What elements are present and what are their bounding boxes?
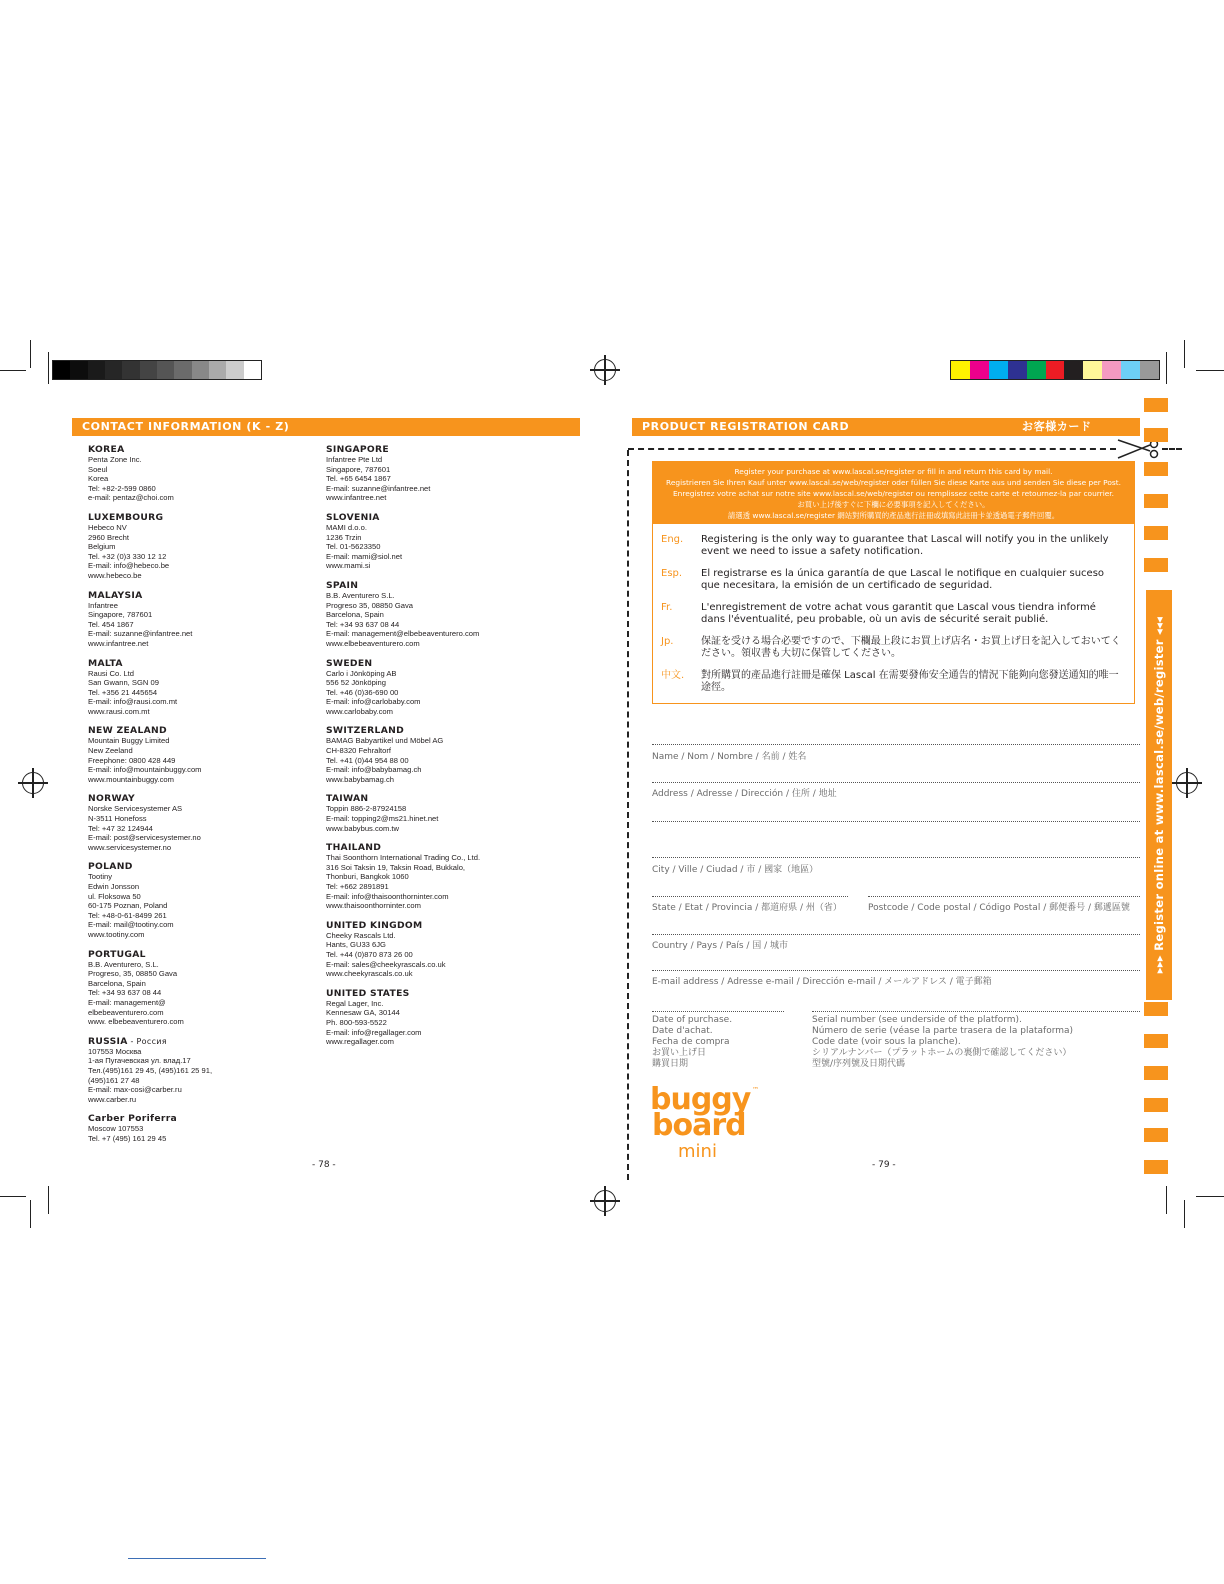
contact-line: www.elbebeaventurero.com bbox=[326, 638, 420, 648]
contact-line: Progreso 35, 08850 Gava bbox=[326, 600, 413, 610]
contact-line: E-mail: suzanne@infantree.net bbox=[326, 483, 431, 493]
contact-line: Soeul bbox=[88, 464, 108, 474]
country-name: NEW ZEALAND bbox=[88, 725, 167, 737]
grayscale-bar bbox=[52, 360, 262, 380]
buggy-board-mini-logo bbox=[650, 1082, 770, 1166]
contact-line: B.B. Aventurero, S.L. bbox=[88, 959, 159, 969]
logo-tm: ™ bbox=[752, 1086, 759, 1094]
logo-board: board bbox=[652, 1108, 746, 1143]
logo-mini: mini bbox=[678, 1141, 717, 1162]
contact-line: (495)161 27 48 bbox=[88, 1075, 140, 1085]
contact-line: Tel. +356 21 445654 bbox=[88, 687, 158, 697]
field-line: 購買日期 bbox=[652, 1059, 689, 1069]
contact-line: Tel. +46 (0)36-690 00 bbox=[326, 687, 399, 697]
language-row bbox=[653, 526, 1134, 560]
contact-line: www.thaisoonthorninter.com bbox=[326, 901, 421, 911]
registration-title-jp: お客様カード bbox=[1022, 420, 1092, 433]
contact-line: 60-175 Poznan, Poland bbox=[88, 901, 168, 911]
contact-entry bbox=[88, 658, 308, 717]
contact-line: E-mail: max-cosi@carber.ru bbox=[88, 1085, 182, 1095]
state-field-label: State / Etat / Provincia / 都道府県 / 州（省） bbox=[652, 903, 842, 913]
country-name: SLOVENIA bbox=[326, 511, 380, 523]
footer-link-underline bbox=[128, 1558, 266, 1559]
contact-entry bbox=[326, 725, 566, 784]
contact-line: Cheeky Rascals Ltd. bbox=[326, 930, 396, 940]
contact-entry bbox=[326, 793, 566, 833]
notice-header bbox=[653, 462, 1134, 524]
field-line: お買い上げ日 bbox=[652, 1048, 707, 1058]
language-text: L'enregistrement de votre achat vous garantit que Lascal vous tiendra informé dans l'éventualité, peu probable, où un avis de sécurité serait publié. bbox=[701, 602, 1096, 625]
contact-line: E-mail: info@babybamag.ch bbox=[326, 765, 422, 775]
page-number-right: - 79 - bbox=[872, 1160, 896, 1170]
language-code: 中文. bbox=[661, 670, 685, 681]
contact-line: Tel: +47 32 124944 bbox=[88, 823, 153, 833]
contact-line: Tel. +65 6454 1867 bbox=[326, 474, 391, 484]
contact-line: E-mail: info@carlobaby.com bbox=[326, 697, 421, 707]
notice-line: Enregistrez votre achat sur notre site www.lascal.se/web/register ou remplissez cette carte et retournez-la par courrier. bbox=[672, 489, 1115, 498]
contact-line: 556 52 Jönköping bbox=[326, 678, 386, 688]
contact-line: Hants, GU33 6JG bbox=[326, 940, 386, 950]
registration-notice bbox=[652, 461, 1135, 704]
cut-line-vertical bbox=[627, 450, 629, 1180]
contact-line: Moscow 107553 bbox=[88, 1124, 144, 1134]
registration-mark-left bbox=[22, 772, 44, 794]
language-code: Jp. bbox=[661, 636, 674, 647]
contact-line: Tel: +82-2-599 0860 bbox=[88, 483, 156, 493]
contact-line: e-mail: pentaz@choi.com bbox=[88, 493, 174, 503]
contact-line: www. elbebeaventurero.com bbox=[88, 1017, 184, 1027]
notice-line: Register your purchase at www.lascal.se/register or fill in and return this card by mail. bbox=[734, 467, 1053, 476]
country-name: POLAND bbox=[88, 861, 133, 873]
contact-line: 107553 Москва bbox=[88, 1046, 142, 1056]
cut-line bbox=[628, 448, 1116, 450]
contact-entry bbox=[326, 842, 566, 911]
contact-line: www.infantree.net bbox=[88, 638, 149, 648]
country-name: KOREA bbox=[88, 444, 125, 455]
country-field-label: Country / Pays / País / 国 / 城市 bbox=[652, 941, 789, 951]
contact-line: Tel: +662 2891891 bbox=[326, 882, 389, 891]
city-field-label: City / Ville / Ciudad / 市 / 國家（地區） bbox=[652, 865, 819, 875]
field-line: Date d'achat. bbox=[652, 1026, 713, 1036]
language-row bbox=[653, 628, 1134, 662]
name-field-label: Name / Nom / Nombre / 名前 / 姓名 bbox=[652, 752, 807, 762]
contact-line: Tel. +7 (495) 161 29 45 bbox=[88, 1133, 167, 1143]
contact-line: Thai Soonthorn International Trading Co., Ltd. bbox=[326, 853, 481, 863]
field-line: 型號/序列號及日期代碼 bbox=[812, 1059, 906, 1069]
contact-column-2 bbox=[326, 444, 566, 1056]
contact-line: E-mail: info@thaisoonthorninter.com bbox=[326, 891, 449, 901]
contact-line: Tel. +32 (0)3 330 12 12 bbox=[88, 551, 167, 561]
country-name: Carber Poriferra bbox=[88, 1113, 178, 1125]
language-text: 對所購買的產品進行註冊是確保 Lascal 在需要發佈安全通告的情況下能夠向您發送通知的唯一途徑。 bbox=[701, 670, 1119, 693]
language-text: El registrarse es la única garantía de que Lascal le notifique en cualquier suceso que necesitara, la emisión de un certificado de seguridad. bbox=[701, 568, 1105, 591]
contact-line: www.babybus.com.tw bbox=[326, 823, 400, 833]
contact-line: www.hebeco.be bbox=[88, 570, 142, 580]
contact-line: E-mail: info@mountainbuggy.com bbox=[88, 765, 202, 775]
email-field-label: E-mail address / Adresse e-mail / Dirección e-mail / メールアドレス / 電子郵箱 bbox=[652, 977, 992, 987]
contact-line: Barcelona, Spain bbox=[88, 978, 146, 988]
contact-line: 1-ая Пугачевская ул. влад.17 bbox=[88, 1056, 191, 1066]
country-name: UNITED KINGDOM bbox=[326, 919, 423, 931]
contact-column-1 bbox=[88, 444, 308, 1152]
contact-line: Rausi Co. Ltd bbox=[88, 668, 135, 678]
field-line: Date of purchase. bbox=[652, 1015, 733, 1025]
contact-entry bbox=[88, 1113, 308, 1143]
contact-line: Infantree bbox=[88, 600, 118, 610]
contact-line: Thonburi, Bangkok 1060 bbox=[326, 872, 409, 882]
contact-line: Progreso, 35, 08850 Gava bbox=[88, 969, 178, 979]
contact-line: ul. Floksowa 50 bbox=[88, 891, 141, 901]
contact-line: www.mountainbuggy.com bbox=[88, 774, 174, 784]
registration-title: PRODUCT REGISTRATION CARD bbox=[642, 420, 850, 433]
contact-line: E-mail: info@rausi.com.mt bbox=[88, 697, 178, 707]
contact-line: www.rausi.com.mt bbox=[88, 706, 150, 716]
contact-entry bbox=[326, 512, 566, 571]
contact-line: Tel. 01-5623350 bbox=[326, 542, 381, 552]
contact-line: CH-8320 Fehraltorf bbox=[326, 746, 391, 756]
contact-header: CONTACT INFORMATION (K - Z) bbox=[72, 418, 580, 436]
contact-line: Ph. 800-593-5522 bbox=[326, 1017, 387, 1027]
contact-line: MAMI d.o.o. bbox=[326, 522, 367, 532]
contact-line: Regal Lager, Inc. bbox=[326, 998, 384, 1008]
country-name: SPAIN bbox=[326, 579, 359, 591]
language-code: Fr. bbox=[661, 602, 673, 613]
contact-line: www.babybamag.ch bbox=[326, 774, 394, 784]
contact-line: www.carlobaby.com bbox=[326, 706, 393, 716]
contact-line: E-mail: mami@siol.net bbox=[326, 551, 403, 561]
contact-entry bbox=[88, 444, 308, 503]
contact-line: 316 Soi Taksin 19, Taksin Road, Bukkalo, bbox=[326, 862, 466, 872]
registration-mark-top bbox=[594, 359, 616, 381]
contact-line: Norske Servicesystemer AS bbox=[88, 804, 183, 814]
contact-line: E-mail: management@ bbox=[88, 997, 166, 1007]
contact-line: www.mami.si bbox=[326, 561, 371, 571]
language-row bbox=[653, 560, 1134, 594]
contact-line: Barcelona, Spain bbox=[326, 610, 384, 620]
contact-line: Hebeco NV bbox=[88, 522, 127, 532]
contact-entry bbox=[88, 861, 308, 939]
contact-entry bbox=[88, 1036, 308, 1105]
contact-line: 2960 Brecht bbox=[88, 532, 129, 542]
contact-line: Тел.(495)161 29 45, (495)161 25 91, bbox=[88, 1065, 213, 1075]
contact-entry bbox=[88, 512, 308, 581]
notice-line: Registrieren Sie Ihren Kauf unter www.lascal.se/web/register oder füllen Sie diese Karte aus und senden Sie diese per Post. bbox=[666, 478, 1121, 487]
contact-line: B.B. Aventurero S.L. bbox=[326, 590, 395, 600]
contact-line: Penta Zone Inc. bbox=[88, 455, 142, 464]
country-name-native: - Россия bbox=[127, 1036, 167, 1046]
contact-entry bbox=[88, 725, 308, 784]
contact-line: San Gwann, SGN 09 bbox=[88, 678, 159, 688]
field-line: Code date (voir sous la planche). bbox=[812, 1037, 961, 1047]
contact-line: 1236 Trzin bbox=[326, 532, 362, 542]
contact-line: E-mail: sales@cheekyrascals.co.uk bbox=[326, 959, 446, 969]
contact-entry bbox=[88, 949, 308, 1027]
country-name: PORTUGAL bbox=[88, 948, 146, 960]
register-online-text: ▸▸▸ Register online at www.lascal.se/web/register ◂◂◂ bbox=[1152, 616, 1166, 974]
contact-line: www.carber.ru bbox=[88, 1094, 137, 1104]
contact-line: Freephone: 0800 428 449 bbox=[88, 755, 176, 765]
contact-line: elbebeaventurero.com bbox=[88, 1007, 164, 1017]
contact-line: Carlo i Jönköping AB bbox=[326, 668, 397, 678]
contact-entry bbox=[326, 988, 566, 1047]
contact-line: Tootiny bbox=[88, 872, 113, 882]
contact-line: www.infantree.net bbox=[326, 493, 387, 503]
language-row bbox=[653, 662, 1134, 696]
registration-mark-right bbox=[1176, 772, 1198, 794]
contact-line: Mountain Buggy Limited bbox=[88, 736, 170, 746]
contact-line: Singapore, 787601 bbox=[88, 610, 153, 620]
address-field-label: Address / Adresse / Dirección / 住所 / 地址 bbox=[652, 789, 837, 799]
country-name: NORWAY bbox=[88, 793, 135, 805]
serial-number-label bbox=[812, 1015, 1073, 1070]
contact-entry bbox=[326, 444, 566, 503]
contact-entry bbox=[88, 793, 308, 852]
contact-line: BAMAG Babyartikel und Möbel AG bbox=[326, 736, 444, 746]
contact-line: E-mail: management@elbebeaventurero.com bbox=[326, 629, 480, 639]
country-name: SWITZERLAND bbox=[326, 725, 405, 737]
country-name: UNITED STATES bbox=[326, 987, 410, 999]
contact-line: www.servicesystemer.no bbox=[88, 842, 172, 852]
contact-line: Singapore, 787601 bbox=[326, 464, 391, 474]
language-row bbox=[653, 594, 1134, 628]
postcode-field-label: Postcode / Code postal / Código Postal / 郵便番号 / 郵遞區號 bbox=[868, 903, 1130, 913]
language-code: Esp. bbox=[661, 568, 683, 579]
contact-line: www.regallager.com bbox=[326, 1037, 394, 1047]
color-bar bbox=[950, 360, 1160, 380]
country-name: RUSSIA - Россия bbox=[88, 1035, 167, 1047]
contact-entry bbox=[326, 580, 566, 649]
field-line: シリアルナンバー（プラットホームの裏側で確認してください） bbox=[812, 1048, 1072, 1058]
registration-header bbox=[632, 418, 1140, 436]
field-line: Número de serie (véase la parte trasera de la plataforma) bbox=[812, 1026, 1074, 1036]
notice-line: お買い上げ後すぐに下欄に必要事項を記入してください。 bbox=[797, 500, 990, 509]
contact-line: Tel: +34 93 637 08 44 bbox=[326, 619, 400, 629]
contact-entry bbox=[88, 590, 308, 649]
purchase-date-label bbox=[652, 1015, 732, 1070]
contact-line: N-3511 Honefoss bbox=[88, 814, 147, 824]
country-name: MALAYSIA bbox=[88, 589, 143, 601]
contact-line: E-mail: info@hebeco.be bbox=[88, 561, 170, 571]
language-code: Eng. bbox=[661, 534, 684, 545]
contact-line: E-mail: suzanne@infantree.net bbox=[88, 629, 193, 639]
country-name: THAILAND bbox=[326, 842, 382, 854]
logo-buggy: buggy bbox=[650, 1082, 751, 1117]
contact-line: Tel. 454 1867 bbox=[88, 619, 134, 629]
contact-line: Toppin 886-2-87924158 bbox=[326, 804, 407, 814]
contact-line: E-mail: topping2@ms21.hinet.net bbox=[326, 814, 439, 824]
contact-line: E-mail: mail@tootiny.com bbox=[88, 920, 174, 930]
contact-line: www.cheekyrascals.co.uk bbox=[326, 969, 413, 979]
contact-line: www.tootiny.com bbox=[88, 929, 145, 939]
country-name: SWEDEN bbox=[326, 657, 373, 669]
contact-line: Tel: +48-0-61-8499 261 bbox=[88, 910, 167, 920]
contact-line: New Zeeland bbox=[88, 746, 133, 756]
country-name: LUXEMBOURG bbox=[88, 511, 164, 523]
contact-line: Kennesaw GA, 30144 bbox=[326, 1008, 400, 1018]
country-name: TAIWAN bbox=[326, 793, 369, 805]
contact-line: Belgium bbox=[88, 542, 116, 552]
contact-line: Korea bbox=[88, 474, 109, 484]
language-text: Registering is the only way to guarantee that Lascal will notify you in the unlikely event we need to issue a safety notification. bbox=[701, 534, 1109, 557]
country-name: SINGAPORE bbox=[326, 444, 389, 455]
field-line: Fecha de compra bbox=[652, 1037, 730, 1047]
contact-line: E-mail: info@regallager.com bbox=[326, 1027, 422, 1037]
field-line: Serial number (see underside of the platform). bbox=[812, 1015, 1022, 1025]
language-text: 保証を受ける場合必要ですので、下欄最上段にお買上げ店名・お買上げ日を記入しておいてください。領収書も大切に保管してください。 bbox=[701, 636, 1121, 659]
contact-entry bbox=[326, 920, 566, 979]
notice-line: 請選透 www.lascal.se/register 網站對所購買的產品進行註冊或填寫此註冊卡並透過電子郵件回覆。 bbox=[727, 511, 1060, 520]
contact-line: Tel: +34 93 637 08 44 bbox=[88, 988, 162, 998]
contact-line: Edwin Jonsson bbox=[88, 882, 140, 891]
page-number-left: - 78 - bbox=[312, 1160, 336, 1170]
registration-mark-bottom bbox=[594, 1190, 616, 1212]
contact-line: Tel. +41 (0)44 954 88 00 bbox=[326, 755, 409, 765]
contact-line: Tel. +44 (0)870 873 26 00 bbox=[326, 949, 413, 959]
contact-line: Infantree Pte Ltd bbox=[326, 455, 383, 464]
register-online-banner bbox=[1146, 590, 1172, 1000]
language-notices bbox=[653, 524, 1134, 696]
contact-line: E-mail: post@servicesystemer.no bbox=[88, 833, 201, 843]
contact-entry bbox=[326, 658, 566, 717]
country-name: MALTA bbox=[88, 657, 123, 669]
